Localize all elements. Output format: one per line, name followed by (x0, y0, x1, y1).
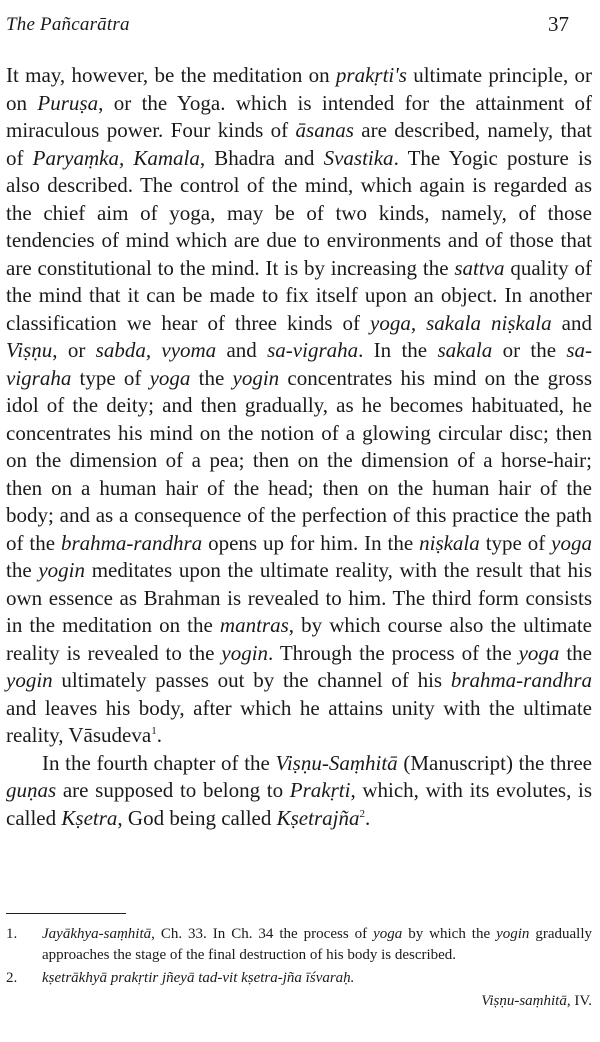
text-run: . (156, 723, 162, 747)
italic-term: yoga, sakala niṣkala (370, 310, 552, 335)
body-text (6, 62, 592, 832)
footnotes (6, 924, 592, 1012)
italic-term: prakṛti's (335, 63, 407, 87)
italic-term: niṣkala (419, 530, 480, 555)
italic-term: yoga (551, 530, 592, 555)
footnote-number: 2. (6, 970, 18, 986)
italic-term: Puruṣa (37, 90, 99, 115)
italic-term: sa-vigraha (267, 338, 359, 362)
running-head: The Pañcarātra (6, 14, 130, 35)
footnote-divider (6, 913, 126, 914)
footnote-ref: 1 (151, 725, 157, 737)
text-run: quality of the mind that it can be made to fix itself upon an object. In another classification we hear of three kinds of (6, 255, 592, 335)
text-run: , or the Yoga. which is intended for the attainment of miraculous power. Four kinds of (6, 90, 593, 142)
text-run: (Manuscript) the three (397, 750, 592, 775)
text-run: , which, with its evolutes, is called (6, 778, 592, 830)
paragraph-1 (6, 62, 592, 750)
text-run: type of (479, 530, 552, 555)
text-run: and (216, 338, 268, 362)
italic-term: yogin (496, 926, 530, 942)
italic-term: Svastika (323, 145, 394, 170)
text-run: are supposed to belong to (56, 778, 290, 802)
text-run: concentrates his mind on the gross idol of the deity; and then gradually, as he becomes habituated, he concentrates his mind on the notion of a glowing circular disc; then on the dimension of a pea; then on the dimension of a horse-hair; then on a human hair of the head; then on the human hair of the body; and as a consequence of the perfection of this practice the path of the (6, 365, 593, 555)
text-run: and leaves his body, after which he attains unity with the ultimate reality, Vāsudeva (6, 695, 592, 747)
footnote-1 (6, 924, 592, 966)
footnote-2 (6, 968, 592, 989)
italic-term: brahma-randhra (60, 530, 203, 555)
text-run: gradually approaches the stage of the final destruction of his body is described. (42, 926, 593, 963)
italic-term: Viṣṇu-Saṃhitā (275, 750, 398, 775)
footnote-source-title: Viṣṇu-saṃhitā (481, 993, 567, 1009)
italic-term: guṇas (6, 778, 57, 802)
italic-term: yogin (38, 558, 86, 582)
italic-term: sakala (437, 338, 493, 362)
text-run: the (190, 365, 233, 390)
italic-term: Paryaṃka, Kamala (32, 145, 200, 170)
paragraph-2 (6, 750, 592, 833)
italic-term: āsanas (295, 118, 354, 142)
footnote-text (42, 968, 592, 989)
italic-term: Kṣetra (61, 805, 118, 830)
italic-term: sa-vigraha (6, 338, 592, 390)
footnote-source-suffix: , IV. (566, 993, 592, 1009)
text-run: ultimate principle, or on (6, 63, 592, 115)
italic-term: Prakṛti (289, 778, 351, 802)
text-run: meditates upon the ultimate reality, with the result that his own essence as Brahman is revealed to him. The third form consists in the meditation on the (6, 558, 593, 637)
text-run: or the (492, 338, 567, 362)
text-run: the (559, 640, 593, 665)
page-number: 37 (548, 12, 569, 36)
italic-term: yogin (221, 640, 269, 665)
text-run: type of (71, 365, 150, 390)
text-run: . Through the process of the (268, 640, 519, 665)
text-run: by which the (402, 926, 497, 942)
text-run: It may, however, be the meditation on (6, 63, 336, 87)
text-run: ultimately passes out by the channel of his (52, 668, 451, 692)
text-run: . The Yogic posture is also described. The control of the mind, which again is regarded as the chief aim of yoga, may be of two kinds, namely, of those tendencies of mind which are due to environments and of those that are constitutional to the mind. It is by increasing the (6, 145, 592, 280)
italic-term: Jayākhya-saṃhitā (42, 926, 152, 942)
italic-term: sattva (454, 255, 505, 280)
footnote-text (42, 924, 592, 966)
italic-term: yoga (149, 365, 191, 390)
text-run: . In the (358, 338, 438, 362)
italic-term: yogin (232, 365, 280, 390)
text-run: , Bhadra and (199, 145, 324, 170)
text-run: , Ch. 33. In Ch. 34 the process of (151, 926, 374, 942)
italic-term: brahma-randhra (450, 668, 592, 692)
italic-term: yoga (373, 926, 403, 942)
text-run: the (6, 558, 39, 582)
italic-term: kṣetrākhyā prakṛtir jñeyā tad-vit kṣetra-jña īśvaraḥ. (42, 970, 355, 986)
text-run: In the fourth chapter of the (42, 750, 276, 775)
italic-term: mantras (219, 613, 289, 637)
italic-term: Kṣetrajña (276, 805, 360, 830)
text-run: . (364, 805, 371, 830)
text-run: and (551, 310, 592, 335)
text-run: , God being called (117, 805, 277, 830)
footnote-ref: 2 (359, 807, 365, 820)
italic-term: sabda, vyoma (95, 338, 217, 362)
text-run: are described, namely, that of (6, 118, 592, 170)
text-run: , by which course also the ultimate reality is revealed to the (6, 613, 592, 665)
italic-term: Viṣṇu (6, 338, 53, 362)
italic-term: yogin (6, 668, 53, 692)
text-run: opens up for him. In the (202, 530, 420, 555)
text-run: , or (52, 338, 96, 362)
italic-term: yoga (518, 640, 560, 665)
footnote-source (6, 991, 592, 1012)
footnote-number: 1. (6, 926, 18, 942)
